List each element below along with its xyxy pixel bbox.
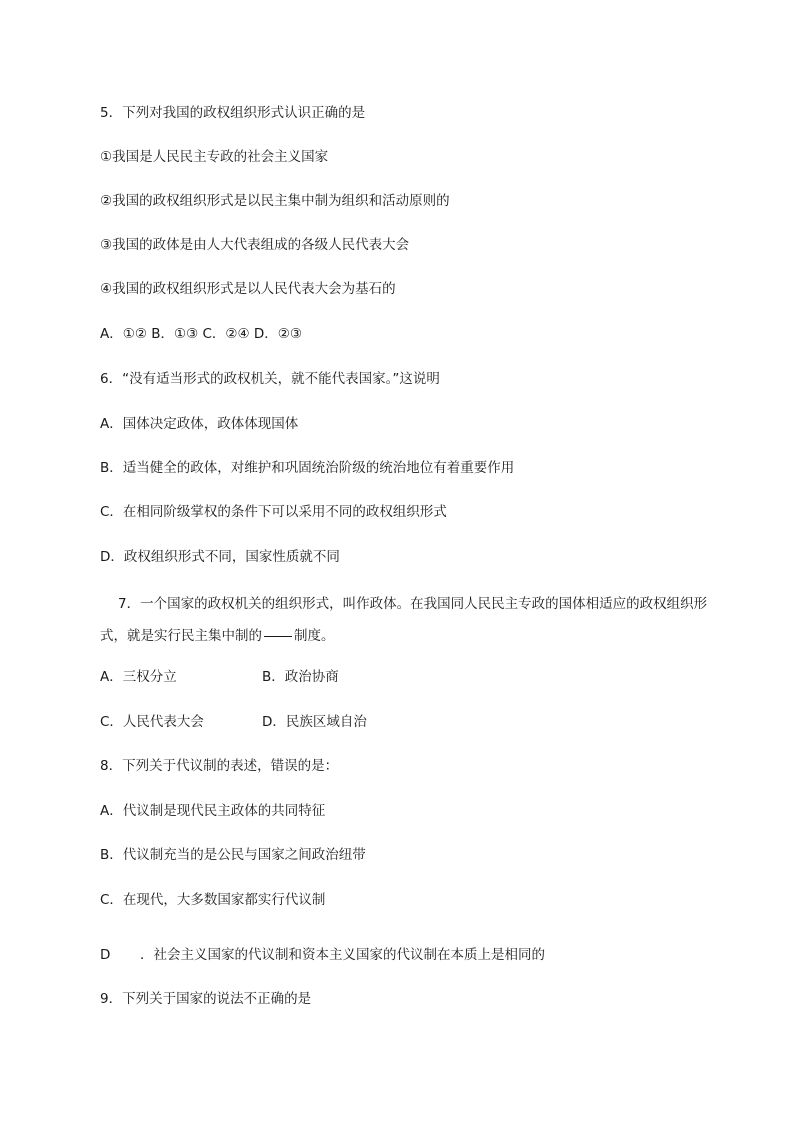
q7-option-a: A．三权分立 xyxy=(100,669,177,685)
q7-option-d: D．民族区域自治 xyxy=(262,714,367,730)
q6-option-c: C．在相同阶级掌权的条件下可以采用不同的政权组织形式 xyxy=(100,504,447,520)
answer-blank xyxy=(264,636,292,637)
q5-item-3: ③我国的政体是由人大代表组成的各级人民代表大会 xyxy=(100,237,410,253)
q5-item-4: ④我国的政权组织形式是以人民代表大会为基石的 xyxy=(100,281,396,297)
q9-stem: 9．下列关于国家的说法不正确的是 xyxy=(100,991,312,1007)
q6-stem: 6．“没有适当形式的政权机关，就不能代表国家。”这说明 xyxy=(100,371,440,387)
q7-stem xyxy=(100,588,730,652)
q8-option-a: A．代议制是现代民主政体的共同特征 xyxy=(100,803,326,819)
q5-stem: 5．下列对我国的政权组织形式认识正确的是 xyxy=(100,105,366,121)
q6-option-d: D．政权组织形式不同，国家性质就不同 xyxy=(100,549,340,565)
q8-option-d-text: ．社会主义国家的代议制和资本主义国家的代议制在本质上是相同的 xyxy=(140,947,545,963)
q8-option-c: C．在现代，大多数国家都实行代议制 xyxy=(100,892,326,908)
q7-stem-part1: 7．一个国家的政权机关的组织形式，叫作政体。在我国同人民民主专政的国体相适应的政权组织形式，就是实行民主集中制的 xyxy=(100,596,708,644)
q8-stem: 8．下列关于代议制的表述，错误的是： xyxy=(100,758,339,774)
q8-option-d-letter: D xyxy=(100,947,111,963)
q7-option-b: B．政治协商 xyxy=(262,669,339,685)
q6-option-a: A．国体决定政体，政体体现国体 xyxy=(100,416,299,432)
q7-option-c: C．人民代表大会 xyxy=(100,714,204,730)
q5-item-2: ②我国的政权组织形式是以民主集中制为组织和活动原则的 xyxy=(100,193,450,209)
q5-options: A．①② B．①③ C．②④ D．②③ xyxy=(100,326,303,342)
q7-stem-part2: 制度。 xyxy=(294,628,335,644)
q8-option-b: B．代议制充当的是公民与国家之间政治纽带 xyxy=(100,847,366,863)
q5-item-1: ①我国是人民民主专政的社会主义国家 xyxy=(100,149,329,165)
q6-option-b: B．适当健全的政体，对维护和巩固统治阶级的统治地位有着重要作用 xyxy=(100,460,515,476)
